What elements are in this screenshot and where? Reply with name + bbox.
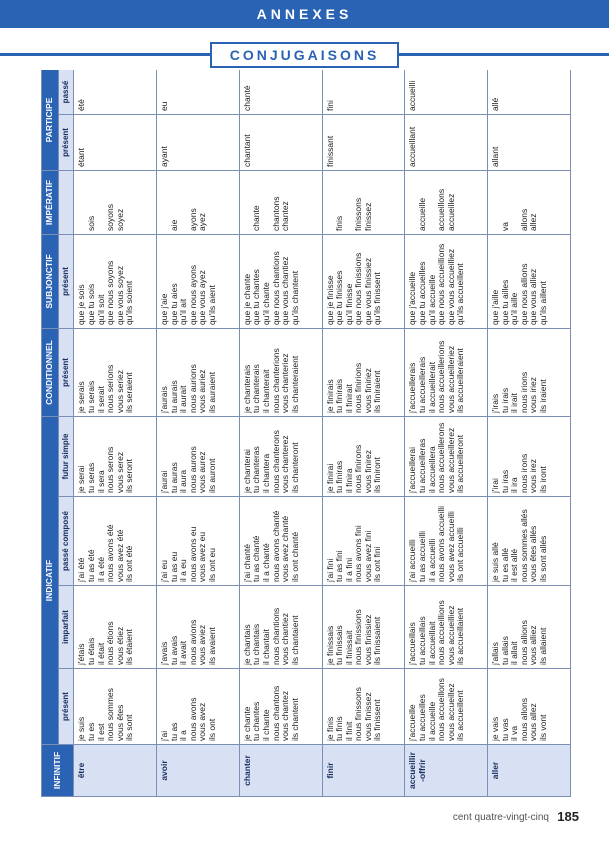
table-cell: je chanterai tu chanteras il chantera nous chanterons vous chanterez ils chanteront bbox=[239, 416, 322, 496]
table-cell: je finis tu finis il finit nous finissons vous finissez ils finissent bbox=[322, 669, 405, 745]
section-banner bbox=[0, 0, 609, 28]
table-cell: chantant bbox=[239, 114, 322, 170]
table-cell: va allons allez bbox=[488, 170, 571, 234]
table-cell: j'ai été tu as été il a été nous avons été vous avez été ils ont été bbox=[74, 497, 157, 586]
table-cell: eu bbox=[157, 70, 240, 114]
header-conditionnel: CONDITIONNEL bbox=[42, 328, 59, 416]
subheader-imparfait: imparfait bbox=[58, 586, 74, 669]
subheader-participe-passe: passé bbox=[58, 70, 74, 114]
table-cell: je vais tu vas il va nous allons vous allez ils vont bbox=[488, 669, 571, 745]
table-cell: que je sois que tu sois qu'il soit que nous soyons que vous soyez qu'ils soient bbox=[74, 234, 157, 328]
table-cell: j'accueillerai tu accueilleras il accueillera nous accueillerons vous accueillerez ils accueilleront bbox=[405, 416, 488, 496]
table-cell: j'accueillerais tu accueillerais il accueillerait nous accueillerions vous accueilleriez ils accueilleraient bbox=[405, 328, 488, 416]
table-cell: je finissais tu finissais il finissait nous finissions vous finissiez ils finissaient bbox=[322, 586, 405, 669]
page-number-words: cent quatre-vingt-cinq bbox=[452, 812, 549, 823]
table-row bbox=[74, 70, 157, 797]
table-cell: que j'aie que tu aies qu'il ait que nous ayons que vous ayez qu'ils aient bbox=[157, 234, 240, 328]
infinitive-cell: finir bbox=[322, 745, 405, 797]
table-cell: j'avais tu avais il avait nous avions vous aviez ils avaient bbox=[157, 586, 240, 669]
table-row bbox=[488, 70, 571, 797]
table-cell: j'ai chanté tu as chanté il a chanté nous avons chanté vous avez chanté ils ont chanté bbox=[239, 497, 322, 586]
table-cell: que j'accueille que tu accueilles qu'il accueille que nous accueillions que vous accueilliez qu'ils accueillent bbox=[405, 234, 488, 328]
table-cell: j'accueille tu accueilles il accueille nous accueillons vous accueillez ils accueillent bbox=[405, 669, 488, 745]
table-cell: je suis tu es il est nous sommes vous êtes ils sont bbox=[74, 669, 157, 745]
section-title: ANNEXES bbox=[256, 6, 353, 22]
table-cell: finissant bbox=[322, 114, 405, 170]
table-cell: j'aurais tu aurais il aurait nous aurions vous auriez ils auraient bbox=[157, 328, 240, 416]
table-cell: je suis allé tu es allé il est allé nous sommes allés vous êtes allés ils sont allés bbox=[488, 497, 571, 586]
table-cell: j'ai tu as il a nous avons vous avez ils ont bbox=[157, 669, 240, 745]
table-cell: été bbox=[74, 70, 157, 114]
infinitive-cell: avoir bbox=[157, 745, 240, 797]
table-cell: que j'aille que tu ailles qu'il aille que nous allions que vous alliez qu'ils aillent bbox=[488, 234, 571, 328]
table-cell: je serais tu serais il serait nous serions vous seriez ils seraient bbox=[74, 328, 157, 416]
table-cell: allant bbox=[488, 114, 571, 170]
table-cell: je serai tu seras il sera nous serons vous serez ils seront bbox=[74, 416, 157, 496]
table-cell: finis finissons finissez bbox=[322, 170, 405, 234]
page-number: 185 bbox=[557, 809, 579, 824]
table-cell: aie ayons ayez bbox=[157, 170, 240, 234]
infinitive-cell: aller bbox=[488, 745, 571, 797]
table-cell: accueilli bbox=[405, 70, 488, 114]
header-infinitif: INFINITIF bbox=[42, 745, 74, 797]
table-cell: je finirai tu finiras il finira nous finirons vous finirez ils finiront bbox=[322, 416, 405, 496]
table-cell: j'aurai tu auras il aura nous aurons vous aurez ils auront bbox=[157, 416, 240, 496]
header-participe: PARTICIPE bbox=[42, 70, 59, 170]
infinitive-cell: être bbox=[74, 745, 157, 797]
table-row bbox=[322, 70, 405, 797]
table-cell: j'ai eu tu as eu il a eu nous avons eu vous avez eu ils ont eu bbox=[157, 497, 240, 586]
table-row bbox=[405, 70, 488, 797]
table-cell: j'ai fini tu as fini il a fini nous avons fini vous avez fini ils ont fini bbox=[322, 497, 405, 586]
table-cell: allé bbox=[488, 70, 571, 114]
table-cell: accueillant bbox=[405, 114, 488, 170]
table-cell: que je chante que tu chantes qu'il chante que nous chantions que vous chantiez qu'ils chantent bbox=[239, 234, 322, 328]
table-cell: chanté bbox=[239, 70, 322, 114]
infinitive-cell: chanter bbox=[239, 745, 322, 797]
table-cell: accueille accueillons accueillez bbox=[405, 170, 488, 234]
conjugation-table bbox=[41, 70, 571, 797]
table-cell: je chante tu chantes il chante nous chantons vous chantez ils chantent bbox=[239, 669, 322, 745]
table-row bbox=[157, 70, 240, 797]
table-cell: sois soyons soyez bbox=[74, 170, 157, 234]
header-indicatif: INDICATIF bbox=[42, 416, 59, 744]
table-row bbox=[239, 70, 322, 797]
table-cell: j'accueillais tu accueillais il accueillait nous accueillions vous accueilliez ils accueillaient bbox=[405, 586, 488, 669]
table-cell: j'étais tu étais il était nous étions vous étiez ils étaient bbox=[74, 586, 157, 669]
subheader-present: présent bbox=[58, 669, 74, 745]
table-cell: j'ai accueilli tu as accueilli il a accueilli nous avons accueilli vous avez accueilli ils ont accueilli bbox=[405, 497, 488, 586]
subheader-conditionnel-present: présent bbox=[58, 328, 74, 416]
subheader-futur-simple: futur simple bbox=[58, 416, 74, 496]
sub-header-row bbox=[58, 70, 74, 797]
table-cell: fini bbox=[322, 70, 405, 114]
conjugation-table-container bbox=[41, 70, 571, 797]
subheader-subjonctif-present: présent bbox=[58, 234, 74, 328]
table-cell: étant bbox=[74, 114, 157, 170]
infinitive-cell: accueillir -offrir bbox=[405, 745, 488, 797]
table-cell: chante chantons chantez bbox=[239, 170, 322, 234]
subheader-imperatif bbox=[58, 170, 74, 234]
table-cell: j'irai tu iras il ira nous irons vous irez ils iront bbox=[488, 416, 571, 496]
table-cell: je finirais tu finirais il finirait nous finirions vous finiriez ils finiraient bbox=[322, 328, 405, 416]
table-cell: que je finisse que tu finisses qu'il finisse que nous finissions que vous finissiez qu'ils finissent bbox=[322, 234, 405, 328]
title-block bbox=[0, 42, 609, 66]
table-cell: je chanterais tu chanterais il chanterait nous chanterions vous chanteriez ils chanteraient bbox=[239, 328, 322, 416]
subheader-participe-present: présent bbox=[58, 114, 74, 170]
group-header-row bbox=[42, 70, 59, 797]
table-cell: ayant bbox=[157, 114, 240, 170]
header-imperatif: IMPÉRATIF bbox=[42, 170, 59, 234]
page-title bbox=[210, 42, 399, 68]
page-title-text: CONJUGAISONS bbox=[229, 47, 380, 63]
header-subjonctif: SUBJONCTIF bbox=[42, 234, 59, 328]
subheader-passe-compose: passé composé bbox=[58, 497, 74, 586]
table-cell: j'irais tu irais il irait nous irions vous iriez ils iraient bbox=[488, 328, 571, 416]
table-cell: je chantais tu chantais il chantait nous chantions vous chantiez ils chantaient bbox=[239, 586, 322, 669]
table-cell: j'allais tu allais il allait nous allions vous alliez ils allaient bbox=[488, 586, 571, 669]
